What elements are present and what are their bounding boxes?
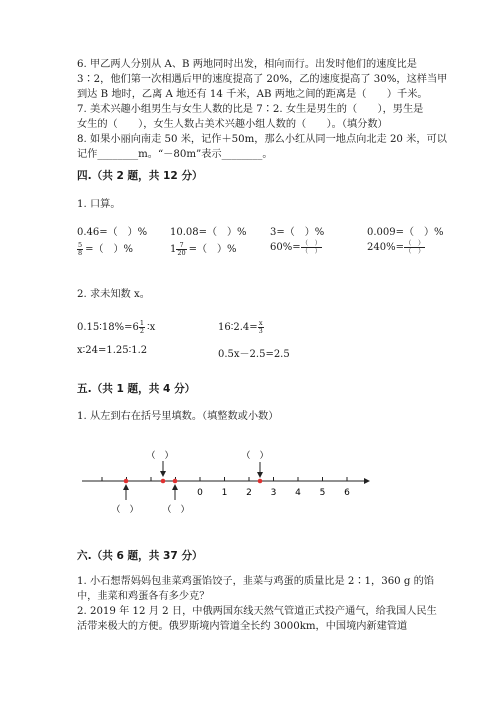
marker-point xyxy=(124,479,129,484)
oral-calc-item: 0.46=（ ）% xyxy=(77,227,148,238)
tick-label: 0 xyxy=(197,488,203,498)
text-line: 3∶2，他们第一次相遇后甲的速度提高了 20%，乙的速度提高了 30%，这样当甲 xyxy=(77,74,448,85)
blank-top-1: （ ） xyxy=(146,451,174,461)
tick-label: 2 xyxy=(246,488,252,498)
equation: 16∶2.4= $\frac{x}{3}$ xyxy=(218,319,263,335)
text-line: 2. 2019 年 12 月 2 日，中俄两国东线天然气管道正式投产通气，给我国人民生 xyxy=(77,606,437,617)
text-line: 中，韭菜和鸡蛋各有多少克？ xyxy=(77,591,210,602)
marker-point xyxy=(258,479,263,484)
tick-label: 3 xyxy=(270,488,277,498)
tick-label: 1 xyxy=(221,488,228,498)
section-title: 四.（共 2 题，共 12 分） xyxy=(77,170,203,182)
blank-top-2: （ ） xyxy=(241,451,269,461)
oral-calc-item: 0.009=（ ）% xyxy=(367,227,444,238)
marker-point xyxy=(173,479,178,484)
equation: 0.15∶18%=6 $\frac{1}{2}$ ∶x xyxy=(77,319,156,335)
oral-calc-item: 10.08=（ ）% xyxy=(170,227,247,238)
number-line-figure xyxy=(0,440,500,530)
text-line: 6. 甲乙两人分别从 A、B 两地同时出发，相向而行。出发时他们的速度比是 xyxy=(77,59,417,70)
oral-calc-item: 1 $\frac{7}{20}$ =（ ）% xyxy=(170,241,237,257)
marker-point xyxy=(161,479,166,484)
arrow-head xyxy=(364,478,370,484)
text-line: 1. 小石想帮妈妈包韭菜鸡蛋馅饺子，韭菜与鸡蛋的质量比是 2∶1，360 g 的馅 xyxy=(77,576,435,587)
text-line: 到达 B 地时，乙离 A 地还有 14 千米，AB 两地之间的距离是（ ）千米。 xyxy=(77,89,428,100)
text-line: 女生的（ ），女生人数占美术兴趣小组人数的（ ）。（填分数） xyxy=(77,119,388,130)
arrow-up-1-head xyxy=(123,484,129,490)
oral-calc-item: 240%= $\frac{( )}{( )}$ xyxy=(367,239,425,255)
tick-label: 4 xyxy=(295,488,301,498)
arrow-down-2-head xyxy=(257,472,263,478)
section-title: 五.（共 1 题，共 4 分） xyxy=(77,383,196,395)
arrow-down-1-head xyxy=(160,471,166,477)
section-title: 六.（共 6 题，共 37 分） xyxy=(77,550,203,562)
text-line: 活带来极大的方便。俄罗斯境内管道全长约 3000km，中国境内新建管道 xyxy=(77,621,408,632)
equation: 0.5x－2.5=2.5 xyxy=(218,349,290,360)
question-text: 1. 口算。 xyxy=(77,199,121,210)
blank-bottom-1: （ ） xyxy=(111,505,139,515)
oral-calc-item: $\frac{5}{8}$ =（ ）% xyxy=(78,241,134,257)
question-text: 2. 求未知数 x。 xyxy=(77,289,150,300)
blank-bottom-2: （ ） xyxy=(162,505,190,515)
tick-label: 5 xyxy=(319,488,326,498)
oral-calc-item: 3=（ ）% xyxy=(270,227,325,238)
arrow-up-2-head xyxy=(172,484,178,490)
oral-calc-item: 60%= $\frac{( )}{( )}$ xyxy=(270,239,322,255)
question-text: 1. 从左到右在括号里填数。（填整数或小数） xyxy=(77,411,279,422)
text-line: 记作________m。“－80m”表示________。 xyxy=(77,149,273,160)
tick-label: 6 xyxy=(344,488,350,498)
equation: x∶24=1.25∶1.2 xyxy=(77,345,148,356)
text-line: 7. 美术兴趣小组男生与女生人数的比是 7∶2. 女生是男生的（ ），男生是 xyxy=(77,104,424,115)
text-line: 8. 如果小丽向南走 50 米，记作＋50m，那么小红从同一地点向北走 20 米，可以 xyxy=(77,134,447,145)
